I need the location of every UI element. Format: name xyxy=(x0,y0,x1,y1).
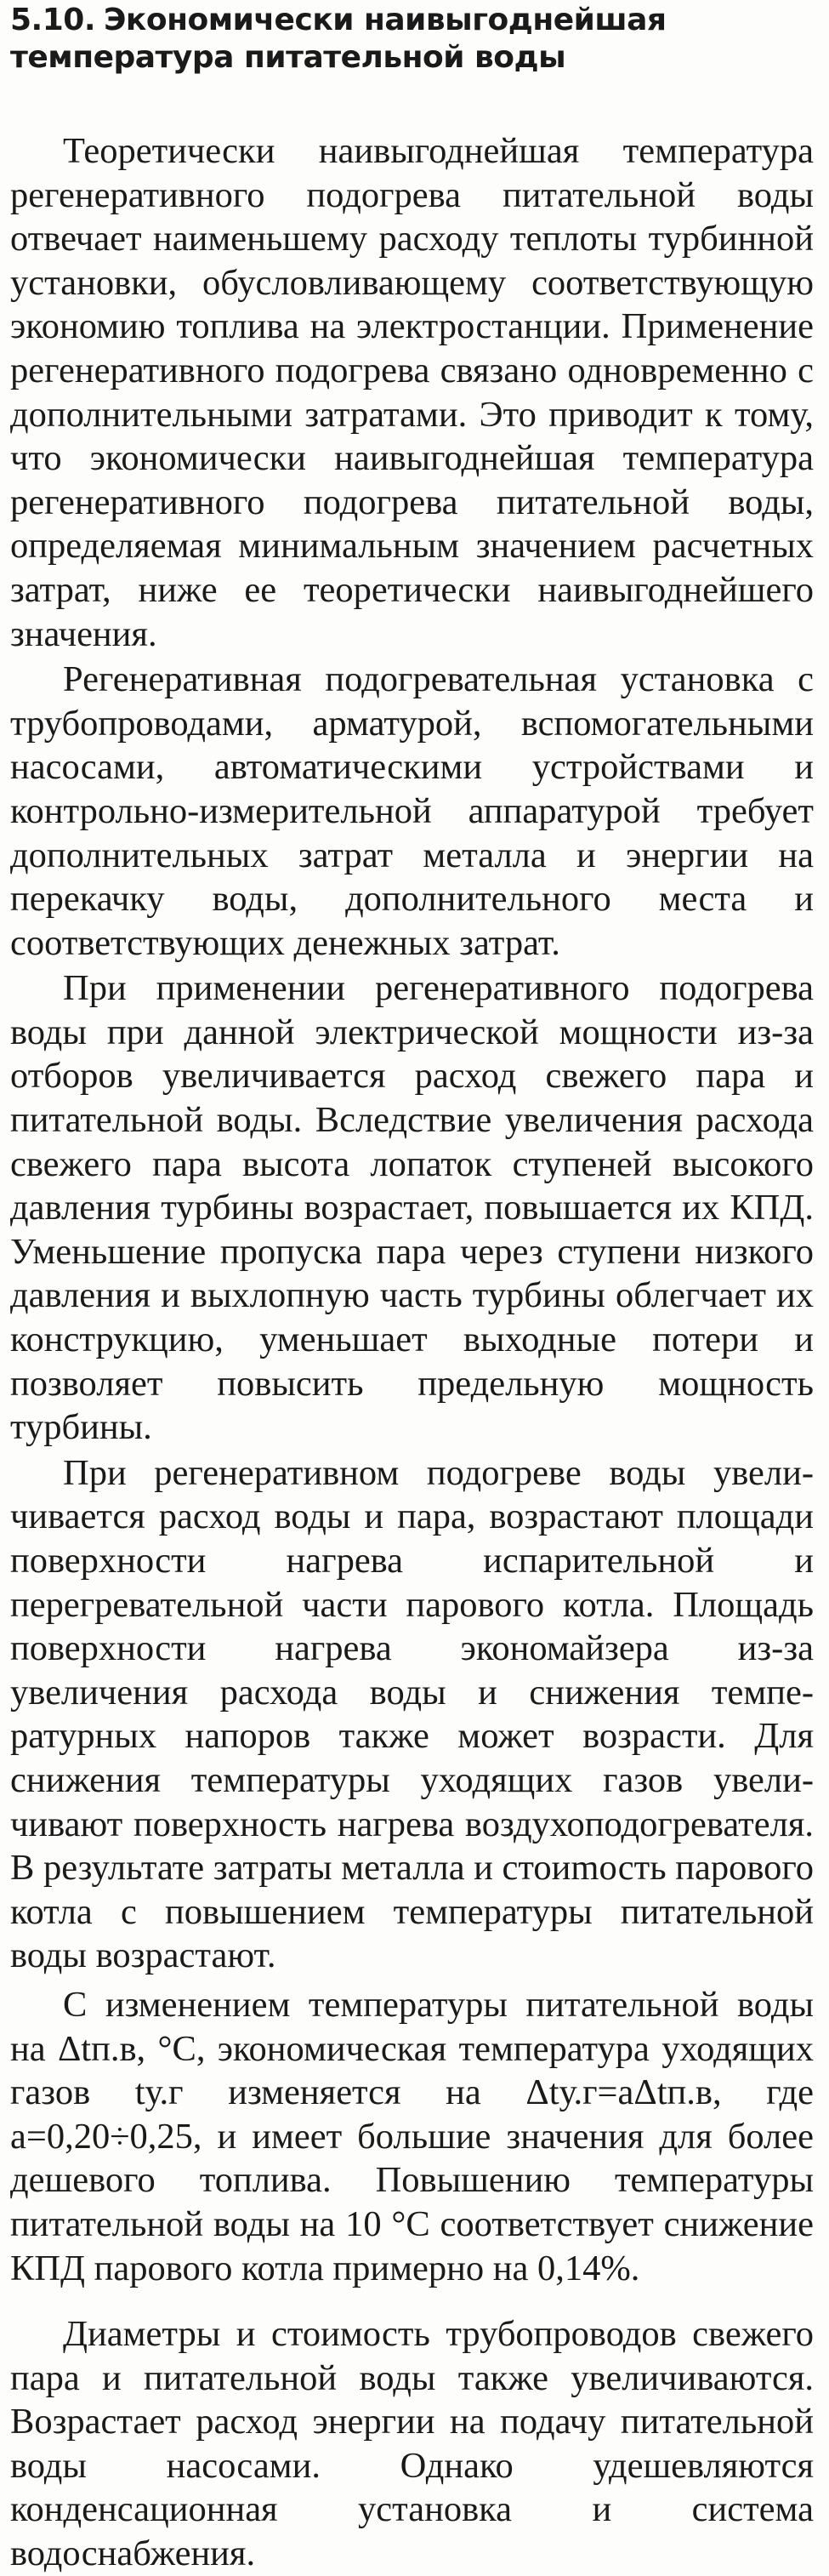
paragraph-2: Регенеративная подогревательная установка с трубопроводами, арматурой, вспомогательными насосами, автоматическими устройствами и контрольно-измерительной аппаратурой требует дополнительных затрат металла и энергии на перекачку воды, дополнительного места и соответствующих денежных затрат. xyxy=(10,659,814,963)
paragraph-5: С изменением температуры питательной воды на Δtп.в, °С, экономическая температура уходящих газов tу.г изменяется на Δtу.г=aΔtп.в, где a=0,20÷0,25, и имеет большие значения для более дешевого топлива. Повышению температуры питательной воды на 10 °С соответствует снижение КПД парового котла примерно на 0,14%. xyxy=(10,1984,814,2288)
body-text xyxy=(10,129,814,2576)
section-heading xyxy=(10,0,814,77)
paragraph-1: Теоретически наивыгоднейшая температура регенеративного подогрева питательной воды отвечает наименьшему расходу теплоты турбинной установки, обусловливающему соответствующую экономию топлива на электростанции. Применение регенеративного подогрева связано одновременно с дополнительными затратами. Это приводит к тому, что экономически наивыгоднейшая температура регенеративного подогрева питательной воды, определяемая минимальным значением расчетных затрат, ниже ее теоретически наивыгоднейшего значения. xyxy=(10,131,814,654)
paragraph-3: При применении регенеративного подогрева воды при данной электрической мощности из-за отборов увеличивается расход свежего пара и питательной воды. Вследствие увеличения расхода свежего пара высота лопаток ступеней высокого давления турбины возрастает, повышается их КПД. Уменьшение пропуска пара через ступени низкого давления и выхлопную часть турбины облегчает их конструкцию, уменьшает выходные потери и позволяет повысить предельную мощность турбины. xyxy=(10,968,814,1448)
paragraph-6: Диаметры и стоимость трубопроводов свежего пара и питательной воды также увеличиваются. Возрастает расход энергии на подачу питательной воды насосами. Однако удешевляются конденсационная установка и система водоснабжения. xyxy=(10,2314,814,2574)
section-number: 5.10. xyxy=(10,3,95,37)
paragraph-4: При регенеративном подогреве воды увеличивается расход воды и пара, возрастают площади поверхности нагрева испарительной и перегревательной части парового котла. Площадь поверхности нагрева экономайзера из-за увеличения расхода воды и снижения температурных напоров также может возрасти. Для снижения температуры уходящих газов увеличивают поверхность нагрева воздухоподогревателя. В результате затраты металла и стоиmость парового котла с повышением температуры питательной воды возрастают. xyxy=(10,1452,814,1976)
section-title-line-2: температура питательной воды xyxy=(10,40,566,75)
section-title-line-1: Экономически наивыгоднейшая xyxy=(104,3,667,37)
